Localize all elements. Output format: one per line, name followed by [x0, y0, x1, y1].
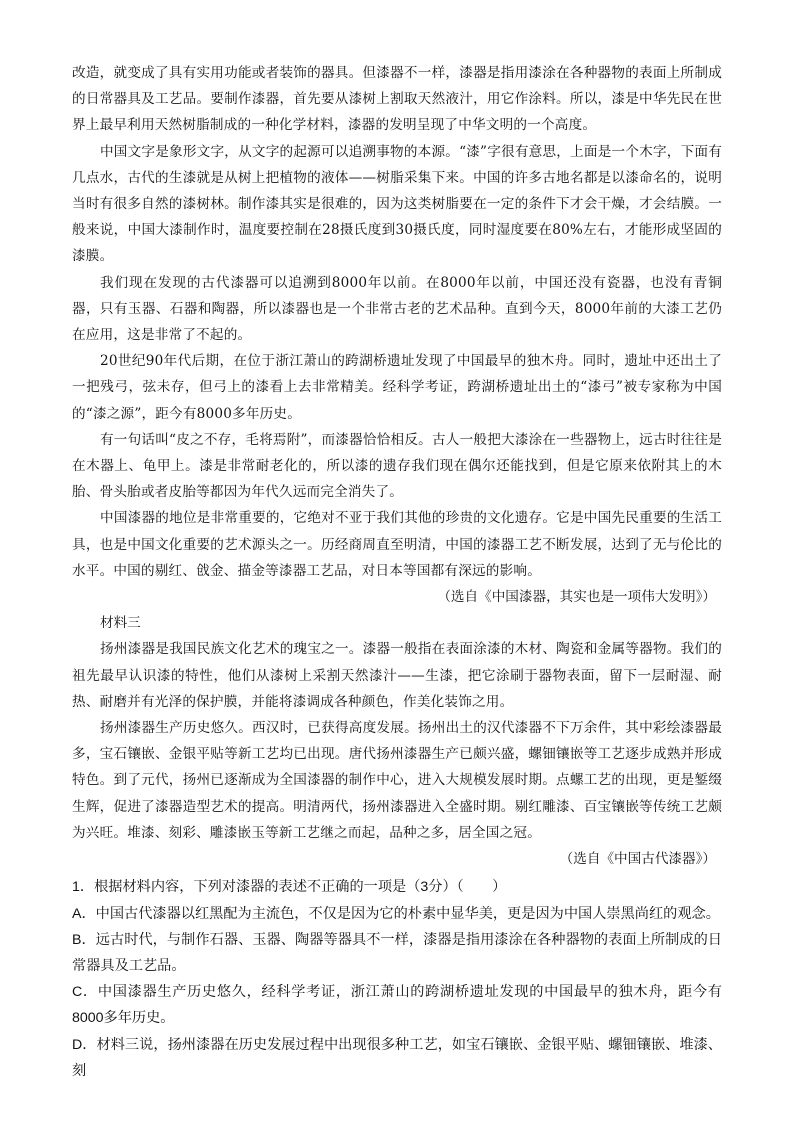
question-1-option-d[interactable]: D．材料三说，扬州漆器在历史发展过程中出现很多种工艺，如宝石镶嵌、金银平贴、螺钿镶嵌、堆漆、刻	[72, 1036, 722, 1079]
question-1-option-a[interactable]: A．中国古代漆器以红黑配为主流色，不仅是因为它的朴素中显华美，更是因为中国人崇黑尚红的观念。	[72, 905, 720, 922]
question-1-option-b[interactable]: B．远古时代，与制作石器、玉器、陶器等器具不一样，漆器是指用漆涂在各种器物的表面上所制成的日常器具及工艺品。	[72, 931, 722, 974]
material2-paragraph-4: 20世纪90年代后期，在位于浙江萧山的跨湖桥遗址发现了中国最早的独木舟。同时，遗址中还出土了一把残弓，弦未存，但弓上的漆看上去非常精美。经科学考证，跨湖桥遗址出土的“漆弓”被专家称为中国的“漆之源”，距今有8000多年历史。	[72, 353, 722, 422]
document-page	[72, 60, 722, 1084]
material2-paragraph-5: 有一句话叫“皮之不存，毛将焉附”，而漆器恰恰相反。古人一般把大漆涂在一些器物上，远古时往往是在木器上、龟甲上。漆是非常耐老化的，所以漆的遗存我们现在偶尔还能找到，但是它原来依附其上的木胎、骨头胎或者皮胎等都因为年代久远而完全消失了。	[72, 431, 722, 501]
material2-source: （选自《中国漆器，其实也是一项伟大发明》）	[437, 589, 716, 606]
material2-paragraph-6: 中国漆器的地位是非常重要的，它绝对不亚于我们其他的珍贵的文化遗存。它是中国先民重要的生活工具，也是中国文化重要的艺术源头之一。历经商周直至明清，中国的漆器工艺不断发展，达到了无与伦比的水平。中国的剔红、戗金、描金等漆器工艺品，对日本等国都有深远的影响。	[72, 510, 722, 579]
material2-paragraph-2: 中国文字是象形文字，从文字的起源可以追溯事物的本源。“漆”字很有意思，上面是一个木字，下面有几点水，古代的生漆就是从树上把植物的液体——树脂采集下来。中国的许多古地名都是以漆命名的，说明当时有很多自然的漆树林。制作漆其实是很难的，因为这类树脂要在一定的条件下才会干燥，才会结膜。一般来说，中国大漆制作时，温度要控制在28摄氏度到30摄氏度，同时湿度要在80%左右，才能形成坚固的漆膜。	[72, 143, 722, 265]
question-1-stem: 1．根据材料内容，下列对漆器的表述不正确的一项是（3分）（ ）	[72, 879, 507, 896]
material2-paragraph-1: 改造，就变成了具有实用功能或者装饰的器具。但漆器不一样，漆器是指用漆涂在各种器物的表面上所制成的日常器具及工艺品。要制作漆器，首先要从漆树上割取天然液汁，用它作涂料。所以，漆是中华先民在世界上最早利用天然树脂制成的一种化学材料，漆器的发明呈现了中华文明的一个高度。	[72, 65, 722, 134]
material3-paragraph-1: 扬州漆器是我国民族文化艺术的瑰宝之一。漆器一般指在表面涂漆的木材、陶瓷和金属等器物。我们的祖先最早认识漆的特性，他们从漆树上采割天然漆汁——生漆，把它涂刷于器物表面，留下一层耐湿、耐热、耐磨并有光泽的保护膜，并能将漆调成各种颜色，作美化装饰之用。	[72, 641, 722, 710]
material3-paragraph-2: 扬州漆器生产历史悠久。西汉时，已获得高度发展。扬州出土的汉代漆器不下万余件，其中彩绘漆器最多，宝石镶嵌、金银平贴等新工艺均已出现。唐代扬州漆器生产已颇兴盛，螺钿镶嵌等工艺逐步成熟并形成特色。到了元代，扬州已逐渐成为全国漆器的制作中心，进入大规模发展时期。点螺工艺的出现，更是錾缀生辉，促进了漆器造型艺术的提高。明清两代，扬州漆器进入全盛时期。剔红雕漆、百宝镶嵌等传统工艺颇为兴旺。堆漆、刻彩、雕漆嵌玉等新工艺继之而起，品种之多，居全国之冠。	[72, 720, 722, 841]
question-1-option-c[interactable]: C．中国漆器生产历史悠久，经科学考证，浙江萧山的跨湖桥遗址发现的中国最早的独木舟，距今有8000多年历史。	[72, 984, 722, 1027]
material2-paragraph-3: 我们现在发现的古代漆器可以追溯到8000年以前。在8000年以前，中国还没有瓷器，也没有青铜器，只有玉器、石器和陶器，所以漆器也是一个非常古老的艺术品种。直到今天，8000年前的大漆工艺仍在应用，这是非常了不起的。	[72, 274, 722, 344]
material3-source: （选自《中国古代漆器》）	[559, 851, 716, 868]
material3-title: 材料三	[100, 615, 141, 632]
